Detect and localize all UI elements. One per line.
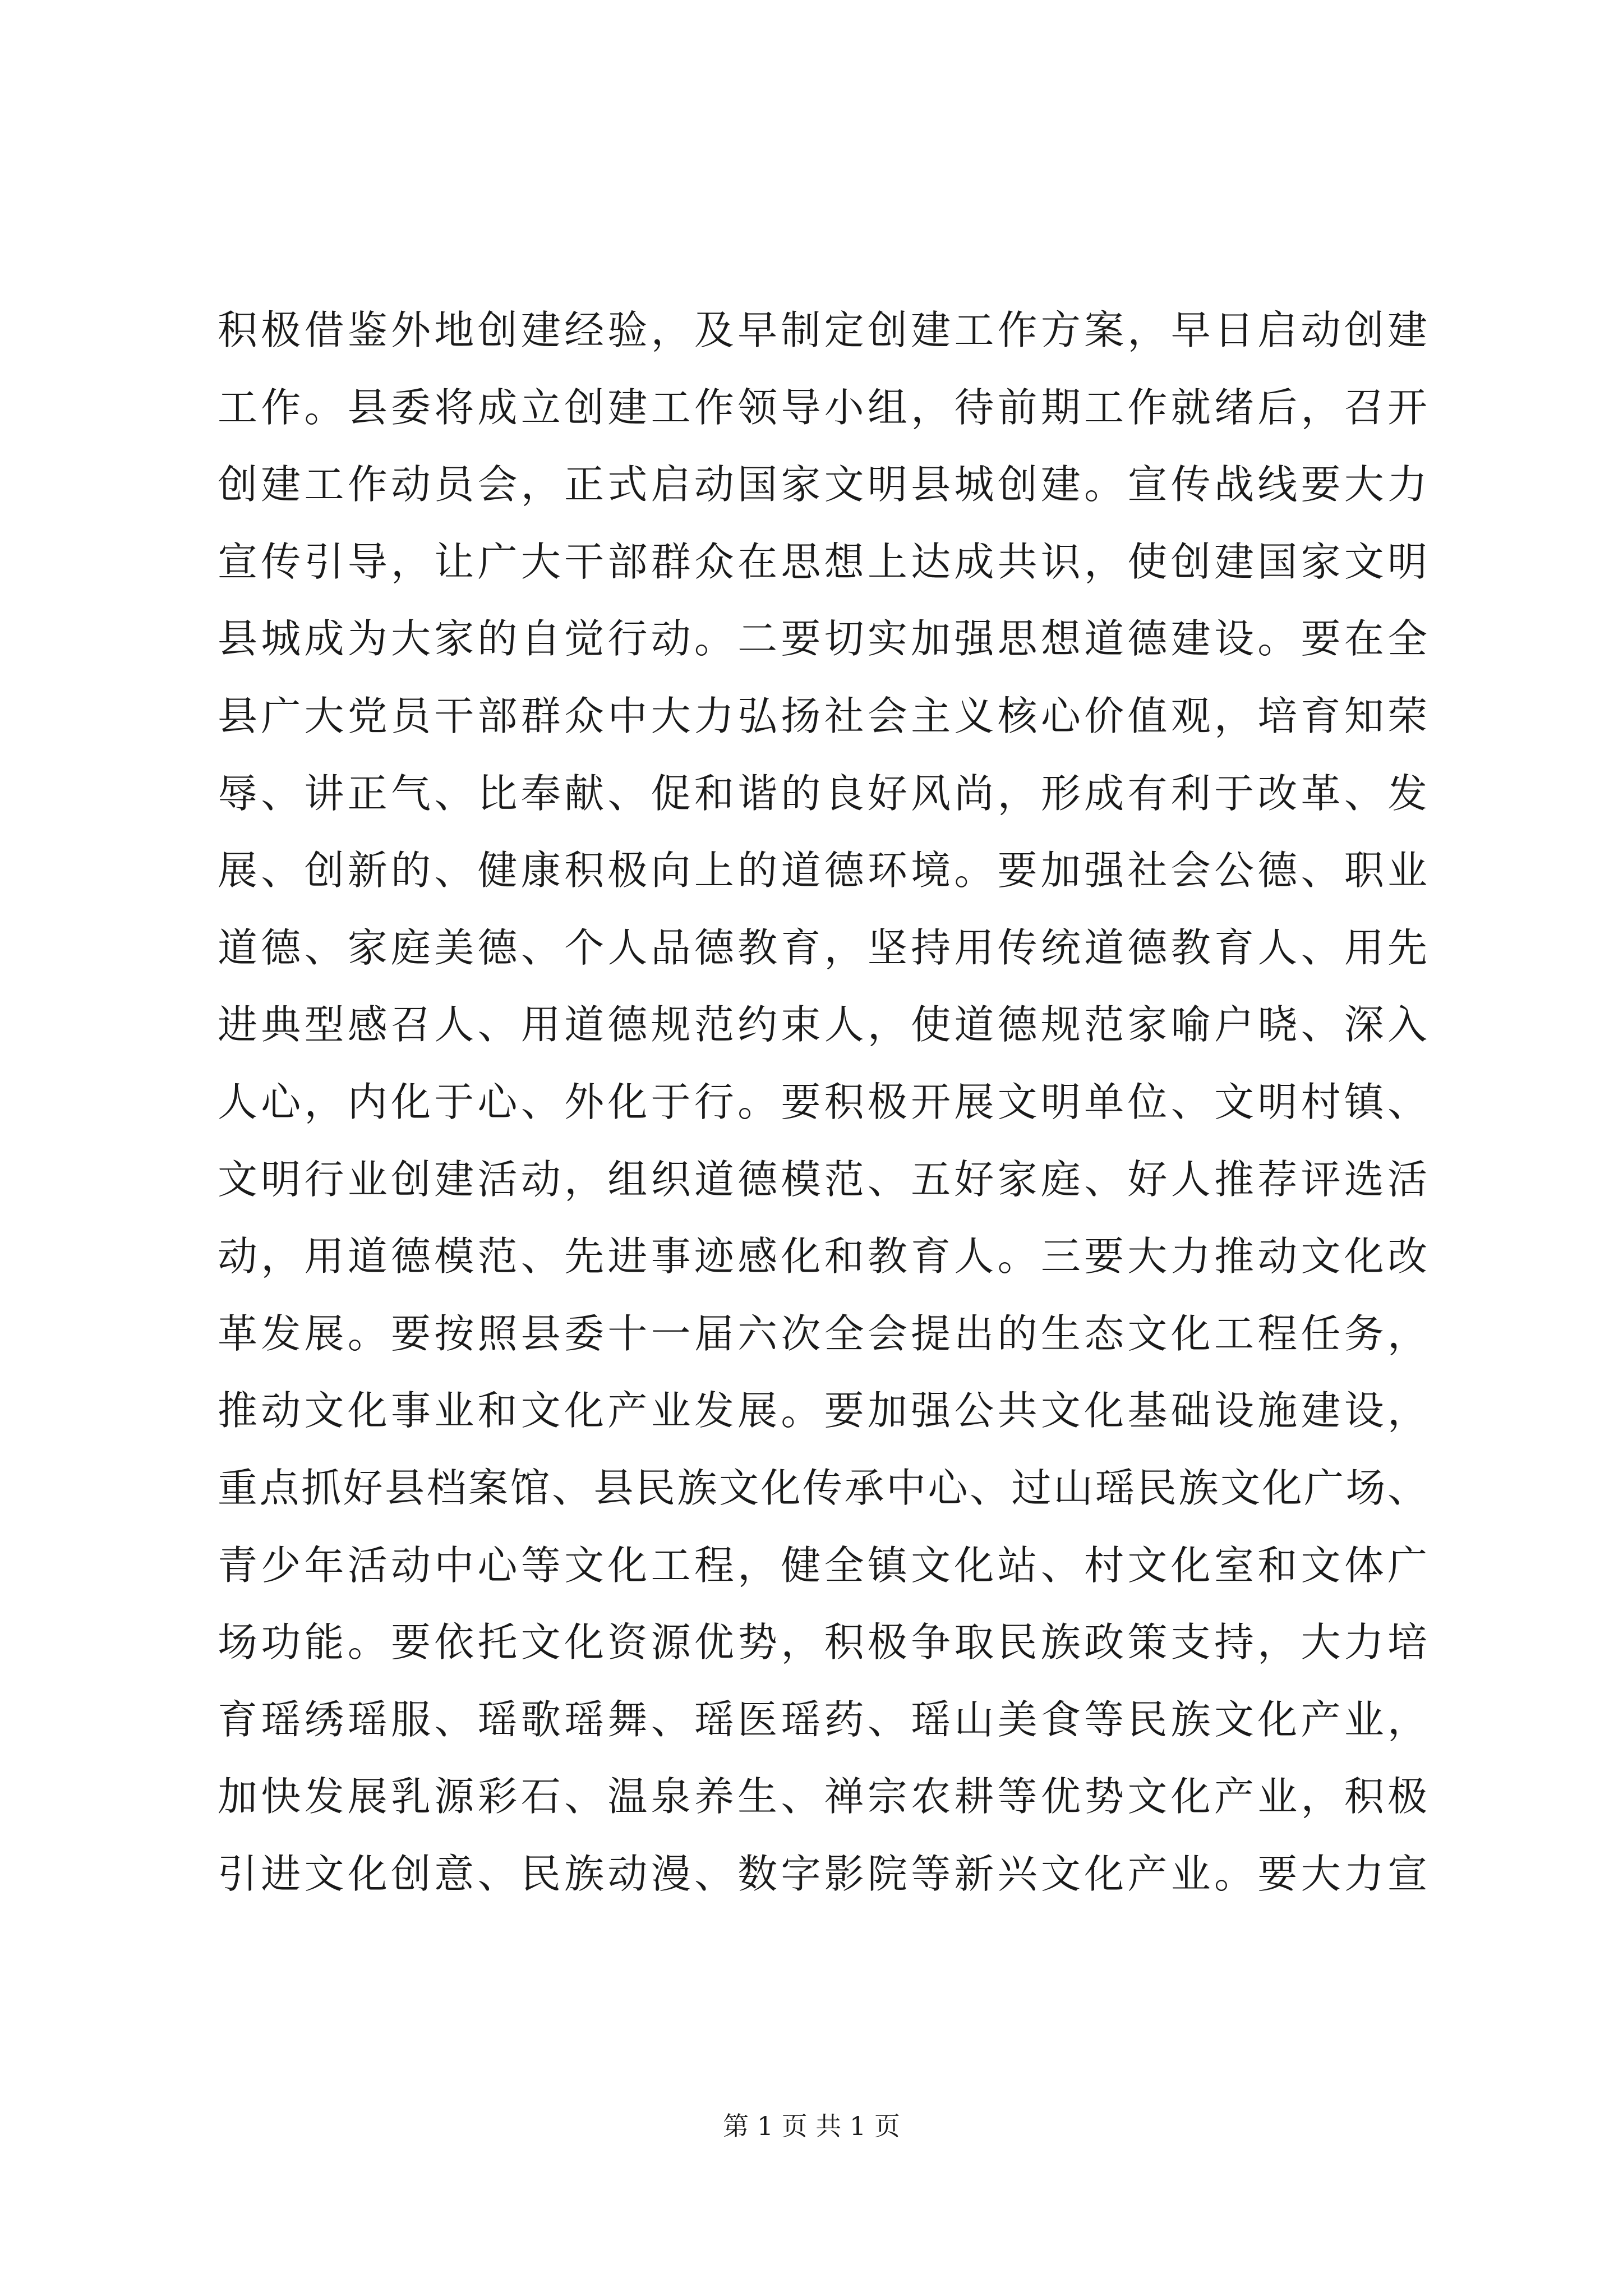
text-line: 创建工作动员会，正式启动国家文明县城创建。宣传战线要大力 <box>218 461 1429 508</box>
text-line: 加快发展乳源彩石、温泉养生、禅宗农耕等优势文化产业，积极 <box>218 1773 1429 1820</box>
text-line: 辱、讲正气、比奉献、促和谐的良好风尚，形成有利于改革、发 <box>218 770 1429 817</box>
text-line: 动，用道德模范、先进事迹感化和教育人。三要大力推动文化改 <box>218 1233 1429 1280</box>
text-line: 积极借鉴外地创建经验，及早制定创建工作方案，早日启动创建 <box>218 307 1429 353</box>
page-number-label: 第 1 页 共 1 页 <box>723 2111 900 2141</box>
text-line: 进典型感召人、用道德规范约束人，使道德规范家喻户晓、深入 <box>218 1001 1429 1048</box>
text-line: 革发展。要按照县委十一届六次全会提出的生态文化工程任务， <box>218 1310 1429 1357</box>
body-text <box>218 292 1429 1912</box>
text-line: 引进文化创意、民族动漫、数字影院等新兴文化产业。要大力宣 <box>218 1850 1429 1897</box>
text-line: 道德、家庭美德、个人品德教育，坚持用传统道德教育人、用先 <box>218 924 1429 971</box>
text-line: 展、创新的、健康积极向上的道德环境。要加强社会公德、职业 <box>218 847 1429 894</box>
text-line: 文明行业创建活动，组织道德模范、五好家庭、好人推荐评选活 <box>218 1156 1429 1203</box>
text-line: 县广大党员干部群众中大力弘扬社会主义核心价值观，培育知荣 <box>218 692 1429 739</box>
text-line: 工作。县委将成立创建工作领导小组，待前期工作就绪后，召开 <box>218 384 1429 431</box>
page-footer <box>0 2109 1623 2143</box>
text-line: 青少年活动中心等文化工程，健全镇文化站、村文化室和文体广 <box>218 1542 1429 1589</box>
text-line: 场功能。要依托文化资源优势，积极争取民族政策支持，大力培 <box>218 1619 1429 1666</box>
text-line: 宣传引导，让广大干部群众在思想上达成共识，使创建国家文明 <box>218 538 1429 585</box>
text-line: 县城成为大家的自觉行动。二要切实加强思想道德建设。要在全 <box>218 615 1429 662</box>
text-line: 人心，内化于心、外化于行。要积极开展文明单位、文明村镇、 <box>218 1078 1429 1125</box>
text-line: 重点抓好县档案馆、县民族文化传承中心、过山瑶民族文化广场、 <box>218 1464 1429 1511</box>
text-line: 育瑶绣瑶服、瑶歌瑶舞、瑶医瑶药、瑶山美食等民族文化产业， <box>218 1696 1429 1743</box>
text-line: 推动文化事业和文化产业发展。要加强公共文化基础设施建设， <box>218 1387 1429 1434</box>
